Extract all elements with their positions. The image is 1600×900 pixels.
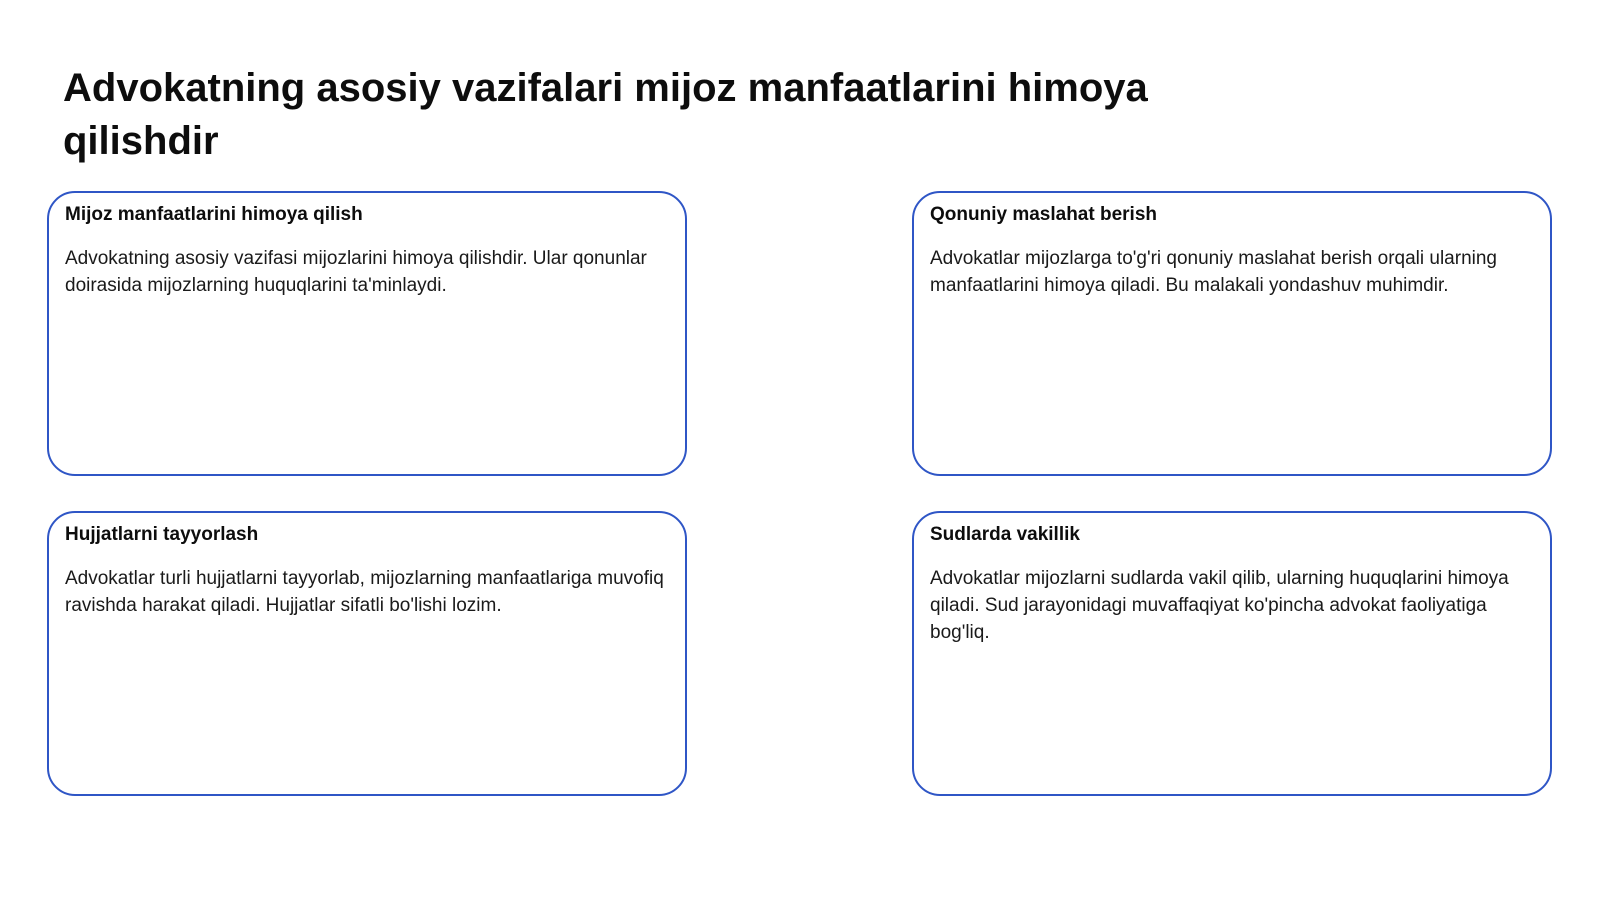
card-heading: Qonuniy maslahat berish xyxy=(930,204,1157,225)
card-heading: Mijoz manfaatlarini himoya qilish xyxy=(65,204,363,225)
card-body: Advokatlar mijozlarga to'g'ri qonuniy maslahat berish orqali ularning manfaatlarini himoya qiladi. Bu malakali yondashuv muhimdir. xyxy=(930,248,1497,296)
card-client-protection xyxy=(47,191,687,476)
slide-title: Advokatning asosiy vazifalari mijoz manfaatlarini himoya qilishdir xyxy=(63,66,1148,163)
card-court-representation xyxy=(912,511,1552,796)
card-body: Advokatning asosiy vazifasi mijozlarini himoya qilishdir. Ular qonunlar doirasida mijozlarning huquqlarini ta'minlaydi. xyxy=(65,248,647,296)
card-document-preparation xyxy=(47,511,687,796)
card-body: Advokatlar turli hujjatlarni tayyorlab, mijozlarning manfaatlariga muvofiq ravishda harakat qiladi. Hujjatlar sifatli bo'lishi lozim. xyxy=(65,568,664,616)
card-body: Advokatlar mijozlarni sudlarda vakil qilib, ularning huquqlarini himoya qiladi. Sud jarayonidagi muvaffaqiyat ko'pincha advokat faoliyatiga bog'liq. xyxy=(930,568,1509,643)
card-heading: Sudlarda vakillik xyxy=(930,524,1080,545)
card-heading: Hujjatlarni tayyorlash xyxy=(65,524,259,545)
card-legal-advice xyxy=(912,191,1552,476)
